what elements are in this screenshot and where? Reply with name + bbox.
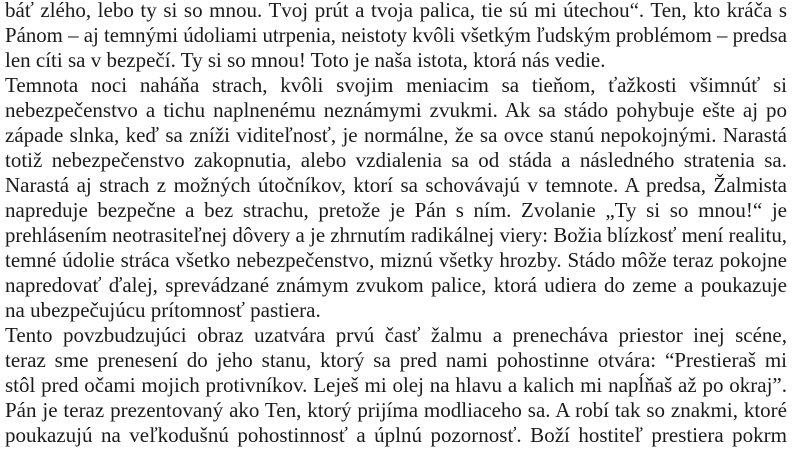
text-line: poukazujú na veľkodušnú pohostinnosť a úplnú pozornosť. Boží hostiteľ prestiera pokrm <box>5 423 787 447</box>
text-line: stôl pred očami mojich protivníkov. Leješ mi olej na hlavu a kalich mi napĺňaš až po okraj”. <box>5 373 787 397</box>
text-line: temné údolie stráca všetko nebezpečenstvo, miznú všetky hrozby. Stádo môže teraz pokojne <box>5 248 787 272</box>
text-line: báť zlého, lebo ty si so mnou. Tvoj prút a tvoja palica, tie sú mi útechou“. Ten, kto kráča s <box>5 0 787 22</box>
text-line: napredovať ďalej, sprevádzané známym zvukom palice, ktorá udiera do zeme a poukazuje <box>5 273 787 297</box>
text-line: napreduje bezpečne a bez strachu, pretože je Pán s ním. Zvolanie „Ty si so mnou!“ je <box>5 198 787 222</box>
text-line: Temnota noci naháňa strach, kvôli svojim meniacim sa tieňom, ťažkosti všimnúť si <box>5 73 787 97</box>
text-line: na ubezpečujúcu prítomnosť pastiera. <box>5 298 321 322</box>
text-line: teraz sme prenesení do jeho stanu, ktorý sa pred nami pohostinne otvára: “Prestieraš mi <box>5 348 787 372</box>
text-line: prehlásením neotrasiteľnej dôvery a je zhrnutím radikálnej viery: Božia blízkosť mení realitu, <box>5 223 787 247</box>
text-line: Tento povzbudzujúci obraz uzatvára prvú časť žalmu a prenecháva priestor inej scéne, <box>5 323 787 347</box>
text-line: Narastá aj strach z možných útočníkov, ktorí sa schovávajú v temnote. A predsa, Žalmista <box>5 173 787 197</box>
text-line: len cíti sa v bezpečí. Ty si so mnou! Toto je naša istota, ktorá nás vedie. <box>5 48 606 72</box>
text-line: nebezpečenstvo a tichu naplnenému neznámymi zvukmi. Ak sa stádo pohybuje ešte aj po <box>5 98 787 122</box>
text-line: Pán je teraz prezentovaný ako Ten, ktorý prijíma modliaceho sa. A robí tak so znakmi, ktoré <box>5 398 787 422</box>
text-line: Pánom – aj temnými údoliami utrpenia, neistoty kvôli všetkým ľudským problémom – predsa <box>5 23 787 47</box>
text-line: západe slnka, keď sa zníži viditeľnosť, je normálne, že sa ovce stanú nepokojnými. Narastá <box>5 123 787 147</box>
text-line: totiž nebezpečenstvo zakopnutia, alebo vzdialenia sa od stáda a následného stratenia sa. <box>5 148 787 172</box>
